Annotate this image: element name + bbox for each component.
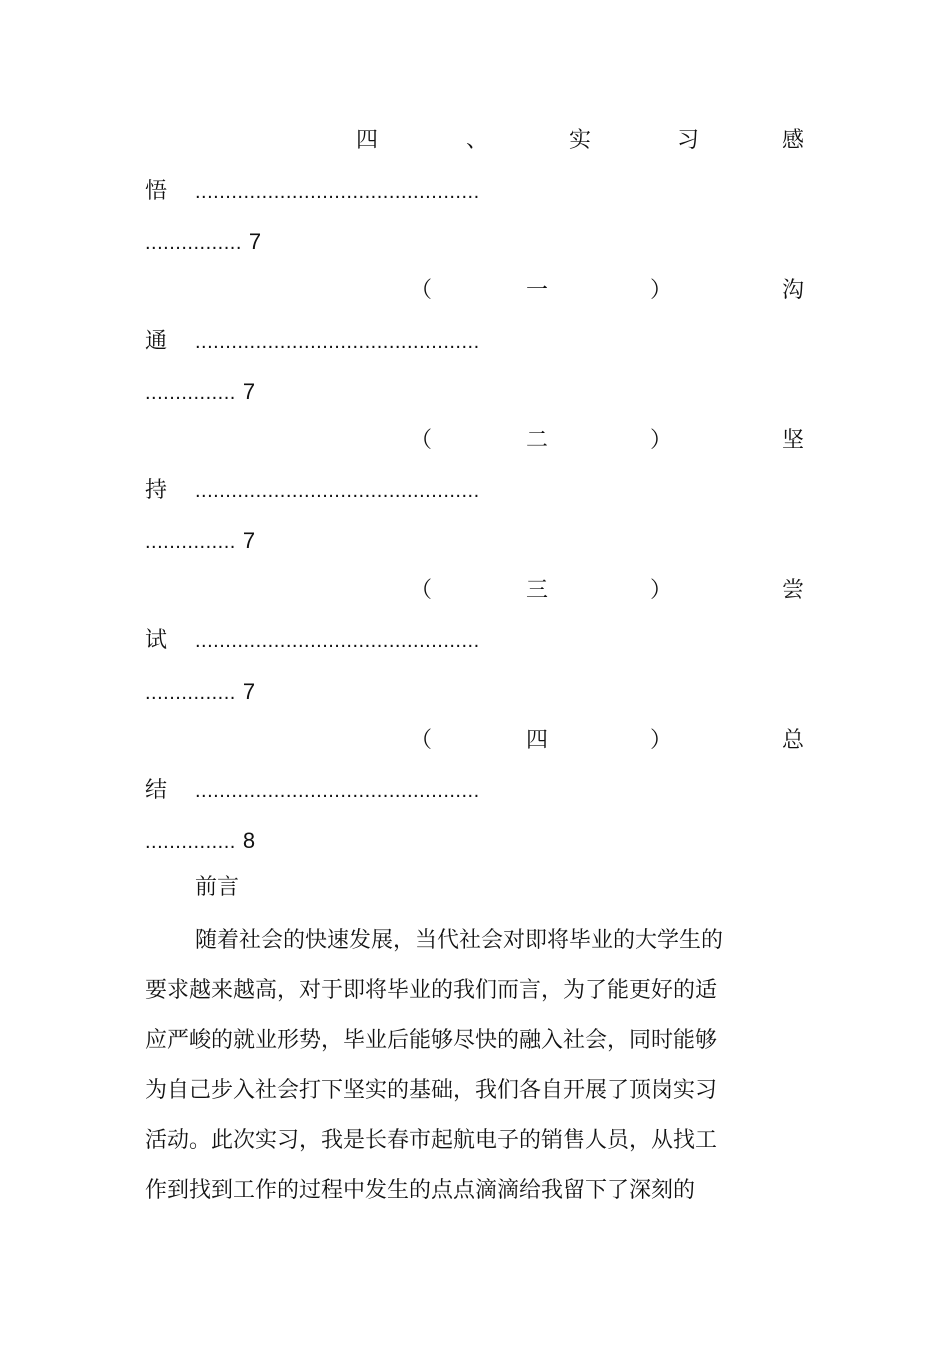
toc-page-number: 7: [248, 229, 262, 254]
toc-page-number: 7: [242, 679, 256, 704]
toc-entry-label: [145, 621, 805, 661]
toc-heading-char: 沟: [782, 278, 805, 303]
toc-entry-heading: [0, 421, 950, 461]
toc-label-char: 悟: [145, 179, 168, 204]
toc-heading-char: 四: [526, 728, 549, 753]
toc-entry-page: [145, 821, 805, 861]
toc-heading-char: 实: [569, 128, 592, 153]
toc-heading-char: ）: [650, 578, 673, 603]
toc-entry-page: [145, 672, 805, 712]
toc-leader-dots: ...............................................: [195, 480, 480, 502]
toc-heading-char: 、: [466, 128, 489, 153]
toc-leader-dots: ...............: [145, 382, 236, 404]
toc-heading-char: ）: [650, 278, 673, 303]
toc-label-char: 试: [145, 628, 168, 653]
toc-leader-dots: ...............: [145, 682, 236, 704]
toc-heading-char: （: [410, 278, 433, 303]
preface-body: [145, 916, 745, 1216]
preface-title: 前言: [195, 875, 240, 900]
toc-entry-heading: [0, 121, 950, 161]
toc-heading-char: 一: [526, 278, 549, 303]
toc-leader-dots: ...............................................: [195, 181, 480, 203]
toc-page-number: 7: [242, 528, 256, 553]
toc-leader-dots: ...............: [145, 531, 236, 553]
toc-entry-heading: [0, 571, 950, 611]
toc-entry-label: [145, 771, 805, 811]
preface-line: 作到找到工作的过程中发生的点点滴滴给我留下了深刻的: [145, 1178, 696, 1203]
toc-entry-label: [145, 172, 805, 212]
toc-page-number: 8: [242, 828, 256, 853]
toc-leader-dots: ...............: [145, 831, 236, 853]
toc-entry-label: [145, 471, 805, 511]
toc-leader-dots: ...............................................: [195, 630, 480, 652]
toc-heading-char: 二: [526, 428, 549, 453]
toc-page-number: 7: [242, 379, 256, 404]
toc-heading-char: 感: [782, 128, 805, 153]
toc-leader-dots: ...............................................: [195, 780, 480, 802]
toc-label-char: 通: [145, 329, 168, 354]
toc-heading-char: ）: [650, 728, 673, 753]
toc-heading-char: 总: [782, 728, 805, 753]
preface-line: 为自己步入社会打下坚实的基础，我们各自开展了顶岗实习: [145, 1078, 718, 1103]
toc-entry-heading: [0, 271, 950, 311]
toc-heading-char: （: [410, 428, 433, 453]
toc-heading-char: 习: [677, 128, 700, 153]
toc-heading-char: 三: [526, 578, 549, 603]
toc-heading-char: ）: [650, 428, 673, 453]
toc-heading-char: （: [410, 578, 433, 603]
toc-heading-char: 坚: [782, 428, 805, 453]
toc-entry-heading: [0, 721, 950, 761]
toc-label-char: 结: [145, 778, 168, 803]
toc-heading-char: （: [410, 728, 433, 753]
toc-leader-dots: ...............................................: [195, 331, 480, 353]
preface-line: 随着社会的快速发展，当代社会对即将毕业的大学生的: [195, 928, 724, 953]
toc-entry-page: [145, 222, 805, 262]
toc-entry-label: [145, 322, 805, 362]
toc-leader-dots: ................: [145, 232, 242, 254]
preface-line: 应严峻的就业形势，毕业后能够尽快的融入社会，同时能够: [145, 1028, 718, 1053]
toc-entry-page: [145, 372, 805, 412]
toc-entry-page: [145, 521, 805, 561]
preface-line: 活动。此次实习，我是长春市起航电子的销售人员，从找工: [145, 1128, 718, 1153]
preface-line: 要求越来越高，对于即将毕业的我们而言，为了能更好的适: [145, 978, 718, 1003]
toc-label-char: 持: [145, 478, 168, 503]
toc-heading-char: 尝: [782, 578, 805, 603]
toc-heading-char: 四: [356, 128, 379, 153]
